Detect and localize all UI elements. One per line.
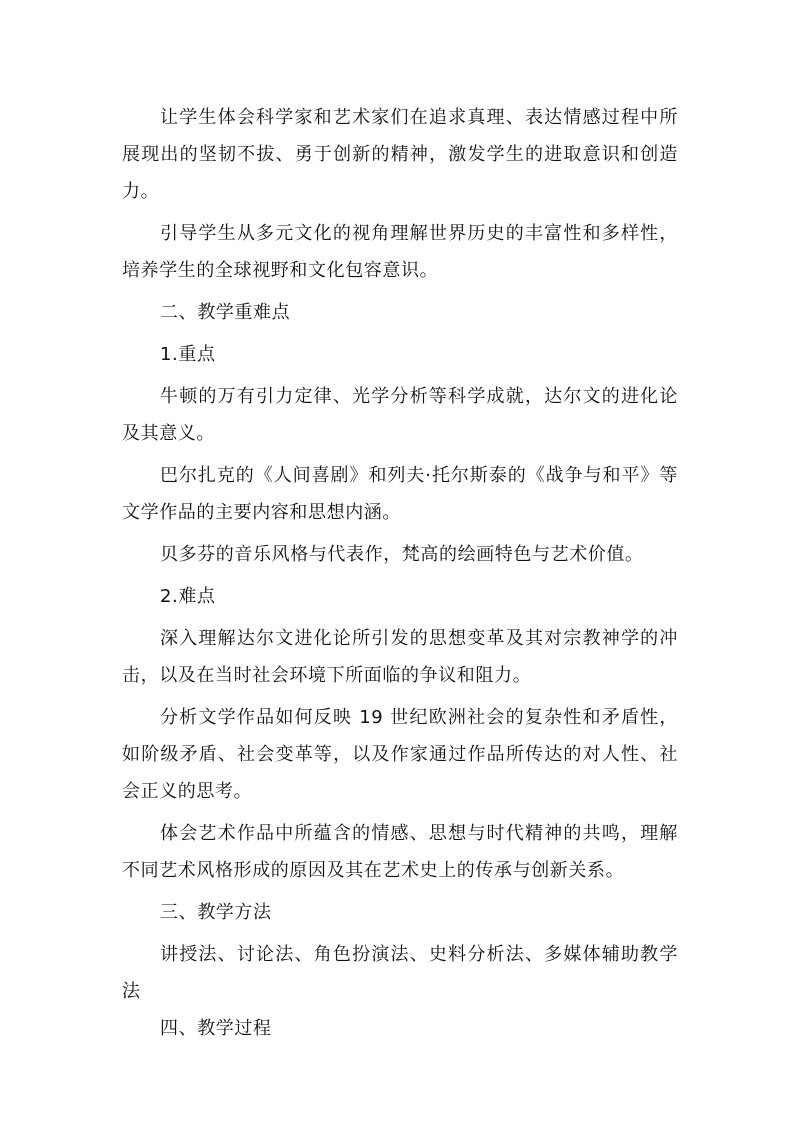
document-body [122, 99, 678, 1047]
paragraph-key-art: 贝多芬的音乐风格与代表作，梵高的绘画特色与艺术价值。 [160, 544, 644, 565]
paragraph-key-literature: 巴尔扎克的《人间喜剧》和列夫·托尔斯泰的《战争与和平》等文学作品的主要内容和思想内涵。 [122, 465, 678, 523]
paragraph-key-science: 牛顿的万有引力定律、光学分析等科学成就，达尔文的进化论及其意义。 [122, 386, 678, 444]
paragraph-methods: 讲授法、讨论法、角色扮演法、史料分析法、多媒体辅助教学法 [122, 944, 678, 1002]
subheading-key: 1.重点 [160, 344, 216, 365]
paragraph-goal-culture: 引导学生从多元文化的视角理解世界历史的丰富性和多样性，培养学生的全球视野和文化包容意识。 [122, 223, 678, 281]
paragraph-difficult-art: 体会艺术作品中所蕴含的情感、思想与时代精神的共鸣，理解不同艺术风格形成的原因及其在艺术史上的传承与创新关系。 [122, 823, 678, 881]
paragraph-difficult-evolution: 深入理解达尔文进化论所引发的思想变革及其对宗教神学的冲击，以及在当时社会环境下所面临的争议和阻力。 [122, 628, 678, 686]
section-heading-key-points: 二、教学重难点 [160, 302, 291, 323]
paragraph-difficult-literature: 分析文学作品如何反映 19 世纪欧洲社会的复杂性和矛盾性，如阶级矛盾、社会变革等，以及作家通过作品所传达的对人性、社会正义的思考。 [122, 707, 678, 802]
section-heading-process: 四、教学过程 [160, 1018, 272, 1039]
paragraph-goal-spirit: 让学生体会科学家和艺术家们在追求真理、表达情感过程中所展现出的坚韧不拔、勇于创新的精神，激发学生的进取意识和创造力。 [122, 107, 678, 202]
section-heading-methods: 三、教学方法 [160, 902, 272, 923]
subheading-difficult: 2.难点 [160, 586, 216, 607]
